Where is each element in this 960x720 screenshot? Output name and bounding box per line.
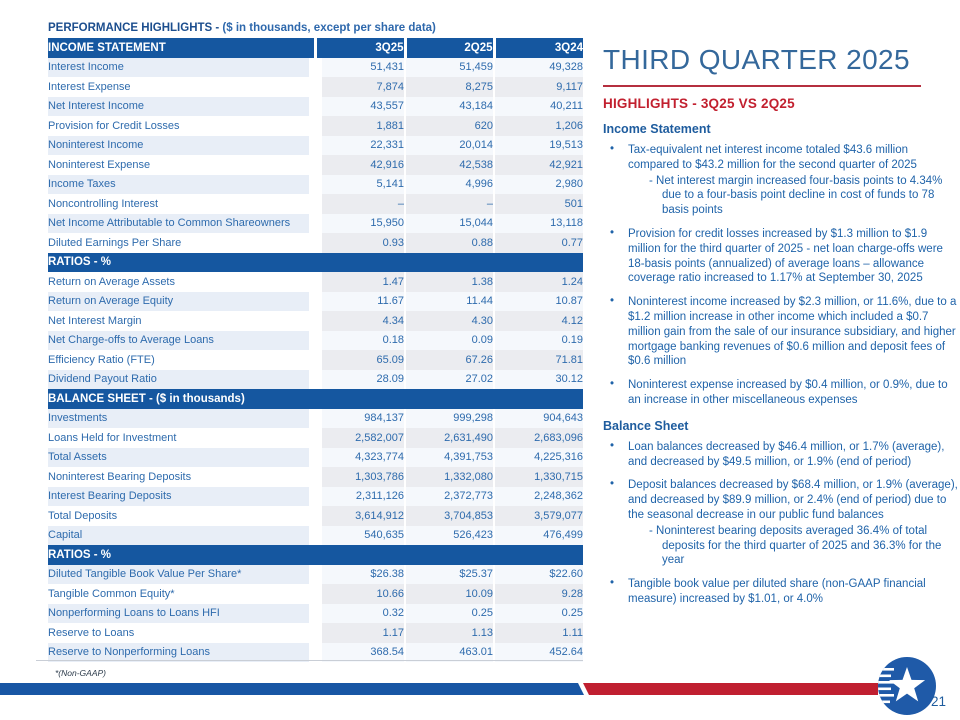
table-row — [48, 292, 583, 312]
row-value: 2,372,773 — [405, 487, 494, 507]
bullet-list — [603, 440, 958, 607]
table-row — [48, 428, 583, 448]
row-value: 43,557 — [315, 97, 405, 117]
row-value: 452.64 — [494, 643, 583, 663]
row-value: 4.30 — [405, 311, 494, 331]
row-value: 20,014 — [405, 136, 494, 156]
section-header-row — [48, 389, 583, 409]
sub-bullet: - Noninterest bearing deposits averaged 36.4% of total deposits for the third quarter of 2025 and 36.3% for the year — [649, 524, 942, 567]
table-row — [48, 194, 583, 214]
table-row — [48, 370, 583, 390]
table-row — [48, 214, 583, 234]
row-value: 42,538 — [405, 155, 494, 175]
row-value: 43,184 — [405, 97, 494, 117]
row-value: 3,704,853 — [405, 506, 494, 526]
row-label: Return on Average Equity — [48, 292, 315, 312]
row-value: 0.25 — [494, 604, 583, 624]
section-header-label: INCOME STATEMENT — [48, 38, 315, 58]
table-row — [48, 565, 583, 585]
row-value: 540,635 — [315, 526, 405, 546]
section-header-label: BALANCE SHEET - ($ in thousands) — [48, 389, 583, 409]
row-label: Noninterest Bearing Deposits — [48, 467, 315, 487]
star-circle-logo-icon — [876, 656, 938, 716]
bullet-item — [603, 227, 958, 286]
row-label: Noncontrolling Interest — [48, 194, 315, 214]
row-value: 0.93 — [315, 233, 405, 253]
row-value: 476,499 — [494, 526, 583, 546]
row-value: 368.54 — [315, 643, 405, 663]
row-value: 1.24 — [494, 272, 583, 292]
table-row — [48, 584, 583, 604]
row-label: Interest Expense — [48, 77, 315, 97]
section-header-label: RATIOS - % — [48, 253, 583, 273]
row-value: $25.37 — [405, 565, 494, 585]
row-label: Diluted Earnings Per Share — [48, 233, 315, 253]
section-header-label: RATIOS - % — [48, 545, 583, 565]
section-heading: Balance Sheet — [603, 418, 689, 433]
row-label: Efficiency Ratio (FTE) — [48, 350, 315, 370]
table-row — [48, 77, 583, 97]
row-value: $22.60 — [494, 565, 583, 585]
page-title: THIRD QUARTER 2025 — [603, 44, 910, 75]
row-value: 1,330,715 — [494, 467, 583, 487]
table-row — [48, 97, 583, 117]
bullet-list — [603, 143, 958, 408]
bullet-text: • Tangible book value per diluted share (non-GAAP financial measure) increased by $1.01, or 4.0% — [628, 578, 926, 605]
row-value: 1.38 — [405, 272, 494, 292]
column-header: 3Q24 — [494, 38, 583, 58]
row-value: 0.18 — [315, 331, 405, 351]
row-value: 8,275 — [405, 77, 494, 97]
performance-table — [48, 38, 583, 662]
bullet-text: • Noninterest expense increased by $0.4 million, or 0.9%, due to an increase in other miscellaneous expenses — [628, 379, 948, 406]
table-row — [48, 487, 583, 507]
row-value: 27.02 — [405, 370, 494, 390]
table-row — [48, 136, 583, 156]
row-label: Diluted Tangible Book Value Per Share* — [48, 565, 315, 585]
row-value: 4,225,316 — [494, 448, 583, 468]
row-value: 1.47 — [315, 272, 405, 292]
row-value: 4,323,774 — [315, 448, 405, 468]
page-number: 21 — [931, 694, 947, 709]
row-value: 4.34 — [315, 311, 405, 331]
row-label: Interest Income — [48, 58, 315, 78]
table-title — [48, 22, 583, 34]
table-row — [48, 409, 583, 429]
row-value: 13,118 — [494, 214, 583, 234]
row-value: 7,874 — [315, 77, 405, 97]
row-label: Investments — [48, 409, 315, 429]
row-value: 51,459 — [405, 58, 494, 78]
highlights-panel — [603, 44, 958, 616]
bullet-item — [603, 378, 958, 408]
row-value: 999,298 — [405, 409, 494, 429]
row-value: 620 — [405, 116, 494, 136]
row-value: 1.11 — [494, 623, 583, 643]
row-label: Noninterest Expense — [48, 155, 315, 175]
row-value: 0.77 — [494, 233, 583, 253]
row-value: 9,117 — [494, 77, 583, 97]
row-value: 65.09 — [315, 350, 405, 370]
table-row — [48, 350, 583, 370]
row-label: Total Assets — [48, 448, 315, 468]
row-value: 2,582,007 — [315, 428, 405, 448]
row-label: Net Charge-offs to Average Loans — [48, 331, 315, 351]
row-label: Nonperforming Loans to Loans HFI — [48, 604, 315, 624]
row-label: Interest Bearing Deposits — [48, 487, 315, 507]
table-bottom-divider — [36, 660, 583, 661]
row-label: Total Deposits — [48, 506, 315, 526]
table-row — [48, 311, 583, 331]
row-value: 19,513 — [494, 136, 583, 156]
row-value: 4.12 — [494, 311, 583, 331]
table-row — [48, 155, 583, 175]
title-underline — [603, 85, 921, 87]
row-label: Net Income Attributable to Common Shareowners — [48, 214, 315, 234]
table-row — [48, 604, 583, 624]
table-row — [48, 116, 583, 136]
bullet-text: • Tax-equivalent net interest income totaled $43.6 million compared to $43.2 million for the second quarter of 2025 — [628, 144, 917, 171]
row-value: 0.19 — [494, 331, 583, 351]
table-row — [48, 467, 583, 487]
row-value: – — [315, 194, 405, 214]
row-label: Loans Held for Investment — [48, 428, 315, 448]
bullet-item — [603, 440, 958, 470]
row-value: 1,881 — [315, 116, 405, 136]
highlights-subtitle: HIGHLIGHTS - 3Q25 VS 2Q25 — [603, 96, 795, 111]
row-value: 1,303,786 — [315, 467, 405, 487]
row-value: 463.01 — [405, 643, 494, 663]
row-value: 0.32 — [315, 604, 405, 624]
row-value: 10.09 — [405, 584, 494, 604]
non-gaap-footnote: *(Non-GAAP) — [55, 668, 107, 678]
table-row — [48, 448, 583, 468]
row-value: 2,248,362 — [494, 487, 583, 507]
row-label: Noninterest Income — [48, 136, 315, 156]
bullet-item — [603, 478, 958, 568]
column-header: 2Q25 — [405, 38, 494, 58]
row-value: 42,921 — [494, 155, 583, 175]
row-label: Tangible Common Equity* — [48, 584, 315, 604]
table-row — [48, 331, 583, 351]
row-value: 1,332,080 — [405, 467, 494, 487]
row-value: 2,980 — [494, 175, 583, 195]
footer-stripe — [0, 683, 878, 695]
highlights-sections — [603, 122, 958, 607]
row-label: Dividend Payout Ratio — [48, 370, 315, 390]
bullet-item — [603, 577, 958, 607]
row-value: 9.28 — [494, 584, 583, 604]
section-heading: Income Statement — [603, 122, 711, 136]
table-row — [48, 58, 583, 78]
row-value: 526,423 — [405, 526, 494, 546]
bullet-text: • Loan balances decreased by $46.4 million, or 1.7% (average), and decreased by $49.5 million, or 1.9% (end of period) — [628, 440, 945, 468]
row-value: 67.26 — [405, 350, 494, 370]
row-value: 2,683,096 — [494, 428, 583, 448]
sub-bullet: - Net interest margin increased four-basis points to 4.34% due to a four-basis point decline in cost of funds to 78 basis points — [649, 174, 943, 217]
row-value: 2,631,490 — [405, 428, 494, 448]
section-header-row — [48, 38, 583, 58]
row-value: 4,996 — [405, 175, 494, 195]
row-value: 1.17 — [315, 623, 405, 643]
performance-table-body — [48, 38, 583, 662]
row-value: 10.87 — [494, 292, 583, 312]
row-label: Capital — [48, 526, 315, 546]
section-header-row — [48, 545, 583, 565]
row-label: Reserve to Loans — [48, 623, 315, 643]
table-row — [48, 175, 583, 195]
table-title-note: ($ in thousands, except per share data) — [219, 22, 436, 34]
row-label: Net Interest Income — [48, 97, 315, 117]
bullet-text: • Deposit balances decreased by $68.4 million, or 1.9% (average), and decreased by $89.9 million, or 2.4% (end of period) due to the seasonal decrease in our public fund balances — [628, 479, 958, 521]
row-label: Income Taxes — [48, 175, 315, 195]
row-value: 11.44 — [405, 292, 494, 312]
table-row — [48, 272, 583, 292]
table-title-bold: PERFORMANCE HIGHLIGHTS - — [48, 22, 220, 34]
table-row — [48, 526, 583, 546]
row-value: 5,141 — [315, 175, 405, 195]
row-value: 1.13 — [405, 623, 494, 643]
row-label: Provision for Credit Losses — [48, 116, 315, 136]
bullet-item — [603, 295, 958, 369]
row-value: – — [405, 194, 494, 214]
performance-table-section — [48, 22, 583, 662]
row-value: 501 — [494, 194, 583, 214]
row-value: 42,916 — [315, 155, 405, 175]
row-value: 15,044 — [405, 214, 494, 234]
row-value: 49,328 — [494, 58, 583, 78]
row-value: $26.38 — [315, 565, 405, 585]
section-header-row — [48, 253, 583, 273]
row-value: 40,211 — [494, 97, 583, 117]
row-value: 71.81 — [494, 350, 583, 370]
row-value: 1,206 — [494, 116, 583, 136]
column-header: 3Q25 — [315, 38, 405, 58]
row-value: 2,311,126 — [315, 487, 405, 507]
row-label: Reserve to Nonperforming Loans — [48, 643, 315, 663]
row-value: 0.25 — [405, 604, 494, 624]
row-label: Net Interest Margin — [48, 311, 315, 331]
table-row — [48, 233, 583, 253]
row-value: 3,579,077 — [494, 506, 583, 526]
bullet-text: • Noninterest income increased by $2.3 million, or 11.6%, due to a $1.2 million increase in other income which included a $0.7 million gain from the sale of our insurance subsidiary, and higher mortgage banking revenues of $0.6 million and deposit fees of $0.6 million — [628, 296, 957, 368]
row-value: 0.88 — [405, 233, 494, 253]
bullet-text: • Provision for credit losses increased by $1.3 million to $1.9 million for the third quarter of 2025 - net loan charge-offs were 18-basis points (annualized) of average loans – allowance coverage ratio increased to 1.17% at September 30, 2025 — [628, 227, 943, 285]
table-row — [48, 506, 583, 526]
bullet-item — [603, 143, 958, 218]
row-value: 11.67 — [315, 292, 405, 312]
row-value: 51,431 — [315, 58, 405, 78]
table-row — [48, 623, 583, 643]
row-value: 984,137 — [315, 409, 405, 429]
row-value: 22,331 — [315, 136, 405, 156]
row-value: 30.12 — [494, 370, 583, 390]
row-value: 15,950 — [315, 214, 405, 234]
row-value: 10.66 — [315, 584, 405, 604]
row-value: 3,614,912 — [315, 506, 405, 526]
row-label: Return on Average Assets — [48, 272, 315, 292]
row-value: 0.09 — [405, 331, 494, 351]
row-value: 28.09 — [315, 370, 405, 390]
row-value: 4,391,753 — [405, 448, 494, 468]
row-value: 904,643 — [494, 409, 583, 429]
